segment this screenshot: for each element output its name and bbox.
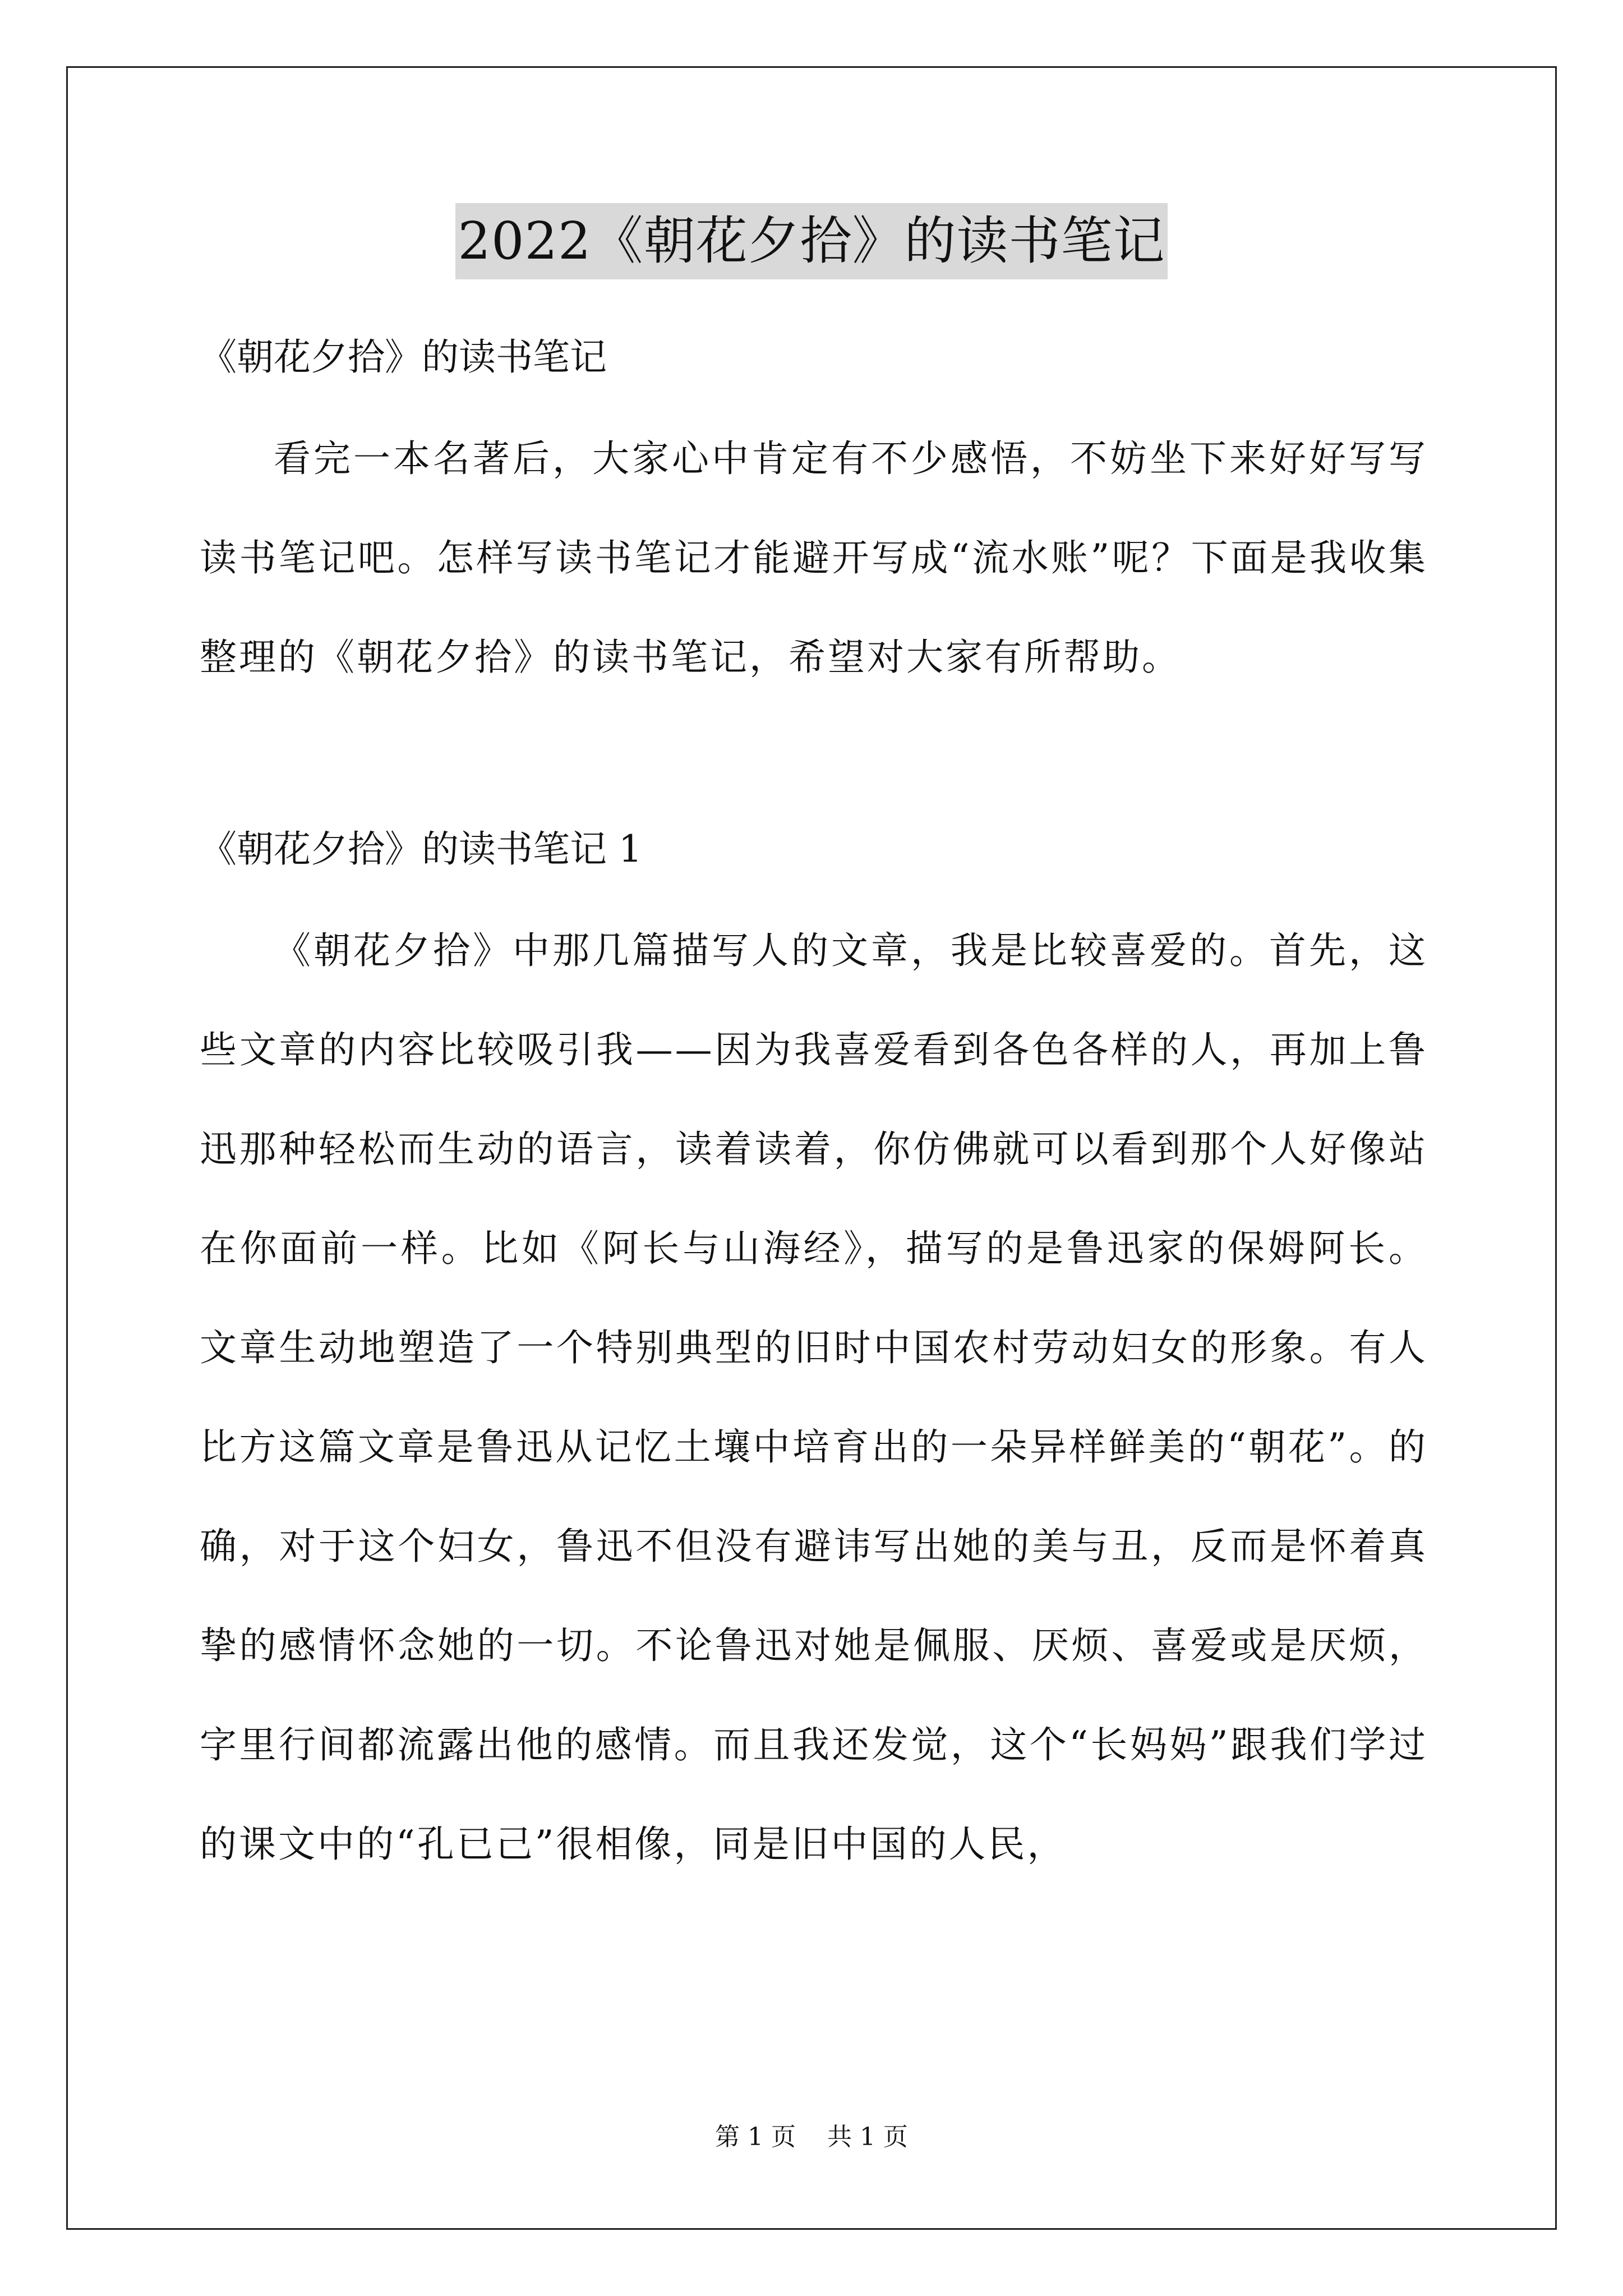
section-heading: 《朝花夕拾》的读书笔记 1 — [200, 827, 642, 871]
title-area — [0, 203, 1623, 279]
section-paragraph: 《朝花夕拾》中那几篇描写人的文章，我是比较喜爱的。首先，这些文章的内容比较吸引我——因为我喜爱看到各色各样的人，再加上鲁迅那种轻松而生动的语言，读着读着，你仿佛就可以看到那个人好像站在你面前一样。比如《阿长与山海经》，描写的是鲁迅家的保姆阿长。文章生动地塑造了一个特别典型的旧时中国农村劳动妇女的形象。有人比方这篇文章是鲁迅从记忆土壤中培育出的一朵异样鲜美的“朝花”。的确，对于这个妇女，鲁迅不但没有避讳写出她的美与丑，反而是怀着真挚的感情怀念她的一切。不论鲁迅对她是佩服、厌烦、喜爱或是厌烦，字里行间都流露出他的感情。而且我还发觉，这个“长妈妈”跟我们学过的课文中的“孔已己”很相像，同是旧中国的人民， — [200, 929, 1428, 1866]
section-gap — [200, 707, 1428, 798]
page-number-footer: 第 1 页 共 1 页 — [715, 2123, 908, 2151]
document-subtitle: 《朝花夕拾》的读书笔记 — [200, 335, 607, 379]
intro-paragraph: 看完一本名著后，大家心中肯定有不少感悟，不妨坐下来好好写写读书笔记吧。怎样写读书笔记才能避开写成“流水账”呢？下面是我收集整理的《朝花夕拾》的读书笔记，希望对大家有所帮助。 — [200, 437, 1428, 679]
document-title: 2022《朝花夕拾》的读书笔记 — [455, 203, 1167, 279]
document-body — [200, 306, 1428, 1894]
